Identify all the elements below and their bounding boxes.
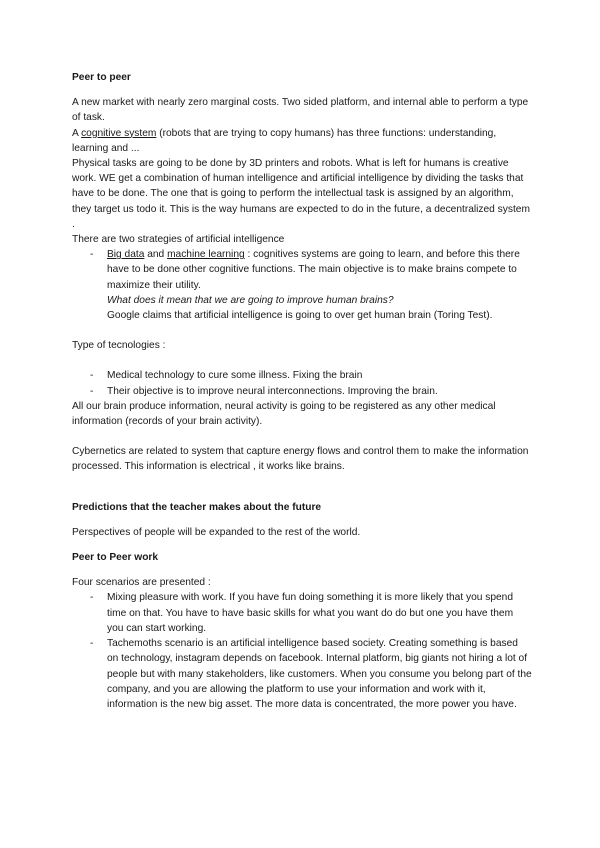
question-italic: What does it mean that we are going to improve human brains? <box>107 294 394 306</box>
machine-learning-term: machine learning <box>167 249 245 261</box>
list-item <box>107 247 532 323</box>
list-item: - Tachemoths scenario is an artificial intelligence based society. Creating something is based on technology, instagram depends on facebook. Internal platform, big giants not hiring a lot of people but with many stakeholders, like customers. When you consume you belong part of the company, and you are allowing the platform to use your information and work with it, information is the new big asset. The more data is concentrated, the more power you have. <box>107 636 532 712</box>
text-a: A <box>72 127 82 139</box>
list-item: - Their objective is to improve neural interconnections. Improving the brain. <box>107 384 532 399</box>
cognitive-system-term: cognitive system <box>81 127 157 139</box>
section-title-peer-to-peer-work: Peer to Peer work <box>72 552 159 564</box>
paragraph-brain-information: All our brain produce information, neural activity is going to be registered as any other medical information (records of your brain activity). <box>72 400 496 428</box>
paragraph-perspectives: Perspectives of people will be expanded to the rest of the world. <box>72 526 361 538</box>
list-item: - Medical technology to cure some illness. Fixing the brain <box>107 368 532 383</box>
paragraph-cybernetics: Cybernetics are related to system that capture energy flows and control them to make the information processed. This information is electrical , it works like brains. <box>72 446 529 473</box>
strategies-list <box>72 247 532 323</box>
section-title-predictions: Predictions that the teacher makes about the future <box>72 501 322 513</box>
text-and: and <box>144 249 168 261</box>
paragraph-strategies: There are two strategies of artificial intelligence <box>72 234 285 246</box>
paragraph-types: Type of tecnologies : <box>72 340 166 352</box>
document-page <box>72 70 532 712</box>
paragraph-cognitive-system <box>72 126 532 156</box>
strategy-description: : cognitives systems are going to learn, and before this there have to be done other cognitive functions. The main objective is to make brains compete to maximize their utility. <box>107 249 520 291</box>
big-data-term: Big data <box>107 249 145 261</box>
technologies-list <box>72 368 532 398</box>
section-title-peer-to-peer: Peer to peer <box>72 72 131 83</box>
paragraph-new-market: A new market with nearly zero marginal costs. Two sided platform, and internal able to perform a type of task. <box>72 97 529 124</box>
paragraph-physical-tasks: Physical tasks are going to be done by 3D printers and robots. What is left for humans is creative work. WE get a combination of human intelligence and artificial intelligence by dividing the tasks that have to be done. The one that is going to perform the intellectual task is assigned by an algorithm, they target us todo it. This is the way humans are expected to do in the future, a decentralized system . <box>72 158 530 230</box>
paragraph-scenarios-intro: Four scenarios are presented : <box>72 577 211 589</box>
scenarios-list <box>72 590 532 712</box>
list-item: - Mixing pleasure with work. If you have fun doing something it is more likely that you spend time on that. You have to have basic skills for what you want do do but one you have them you can start working. <box>107 590 532 636</box>
text-functions: (robots that are trying to copy humans) has three functions: understanding, learning and ... <box>72 127 497 154</box>
google-claim: Google claims that artificial intelligence is going to over get human brain (Toring Test). <box>107 310 493 322</box>
